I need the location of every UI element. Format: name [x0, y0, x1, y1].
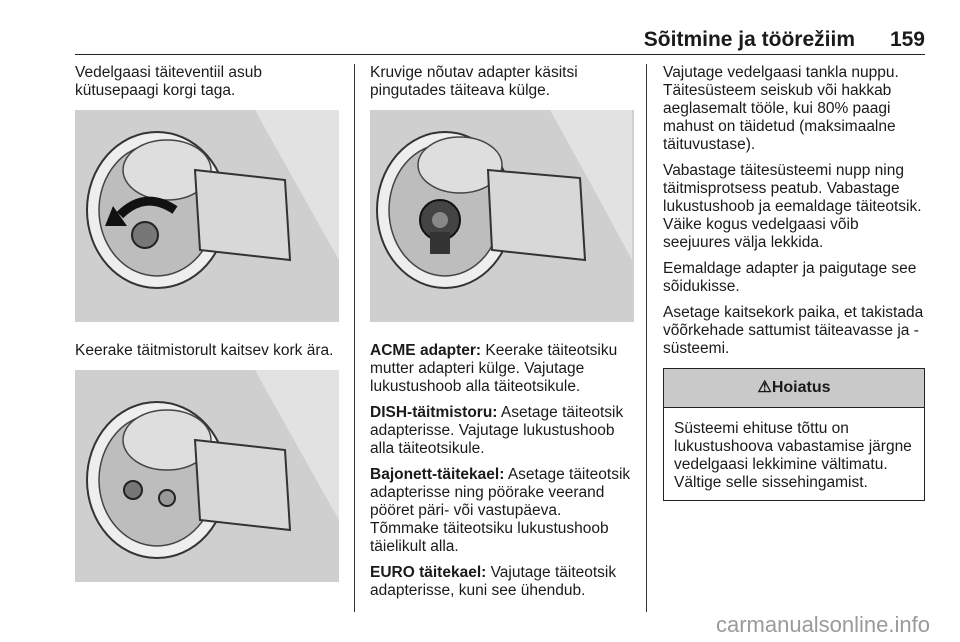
page-title: Sõitmine ja töörežiim: [643, 28, 855, 51]
paragraph: Kruvige nõutav adapter käsitsi pingutades täiteava külge.: [370, 64, 578, 99]
warning-icon: ⚠: [757, 379, 772, 396]
term: DISH-täitmistoru:: [370, 404, 498, 421]
paragraph-euro: [370, 564, 632, 600]
warning-header: [664, 369, 924, 408]
warning-text: Süsteemi ehituse tõttu on lukustushoova vabastamise järgne vedelgaasi lekkimine vältimatu. Vältige selle sissehingamist.: [674, 420, 912, 491]
paragraph: Vabastage täitesüsteemi nupp ning täitmisprotsess peatub. Vabastage lukustushoob ja eemaldage täiteotsik. Väike kogus vedelgaasi võib seejuures välja lekkida.: [663, 162, 922, 251]
column-divider: [646, 64, 647, 612]
page-number: 159: [889, 28, 925, 51]
paragraph-text: Vajutage täiteotsik adapterisse, kuni see ühendub.: [370, 564, 617, 599]
paragraph-acme: [370, 342, 632, 396]
term: ACME adapter:: [370, 342, 482, 359]
adapter-illustration: [370, 110, 634, 322]
paragraph-text: Keerake täiteotsiku mutter adapteri külge. Vajutage lukustushoob alla täiteotsikule.: [370, 342, 618, 395]
warning-box: [663, 368, 925, 501]
column-1: [75, 64, 343, 602]
column-divider: [354, 64, 355, 612]
column-3: [663, 64, 925, 501]
page-header: [75, 28, 925, 55]
paragraph: Vajutage vedelgaasi tankla nuppu. Täitesüsteem seiskub või hakkab aeglasemalt tööle, kui 80% paagi mahust on täidetud (maksimaalne täituvustase).: [663, 64, 899, 153]
term: Bajonett-täitekael:: [370, 466, 505, 483]
paragraph-text: Asetage täiteotsik adapterisse ning pöörake veerand pööret päri- või vastupäeva. Tõmmake täiteotsiku lukustushoob täielikult alla.: [370, 466, 631, 555]
paragraph: Vedelgaasi täiteventiil asub kütusepaagi korgi taga.: [75, 64, 262, 99]
paragraph: Asetage kaitsekork paika, et takistada võõrkehade sattumist täiteavasse ja -süsteemi.: [663, 304, 924, 357]
paragraph: Keerake täitmistorult kaitsev kork ära.: [75, 342, 334, 359]
fuel-flap-illustration-1: [75, 110, 339, 322]
column-2: [370, 64, 632, 608]
warning-title: Hoiatus: [771, 379, 831, 396]
fuel-flap-illustration-2: [75, 370, 339, 582]
watermark: carmanualsonline.info: [715, 612, 930, 637]
paragraph-text: Asetage täiteotsik adapterisse. Vajutage lukustushoob alla täiteotsikule.: [370, 404, 624, 457]
paragraph-bajonett: [370, 466, 632, 556]
term: EURO täitekael:: [370, 564, 487, 581]
paragraph: Eemaldage adapter ja paigutage see sõidukisse.: [663, 260, 917, 295]
paragraph-dish: [370, 404, 632, 458]
